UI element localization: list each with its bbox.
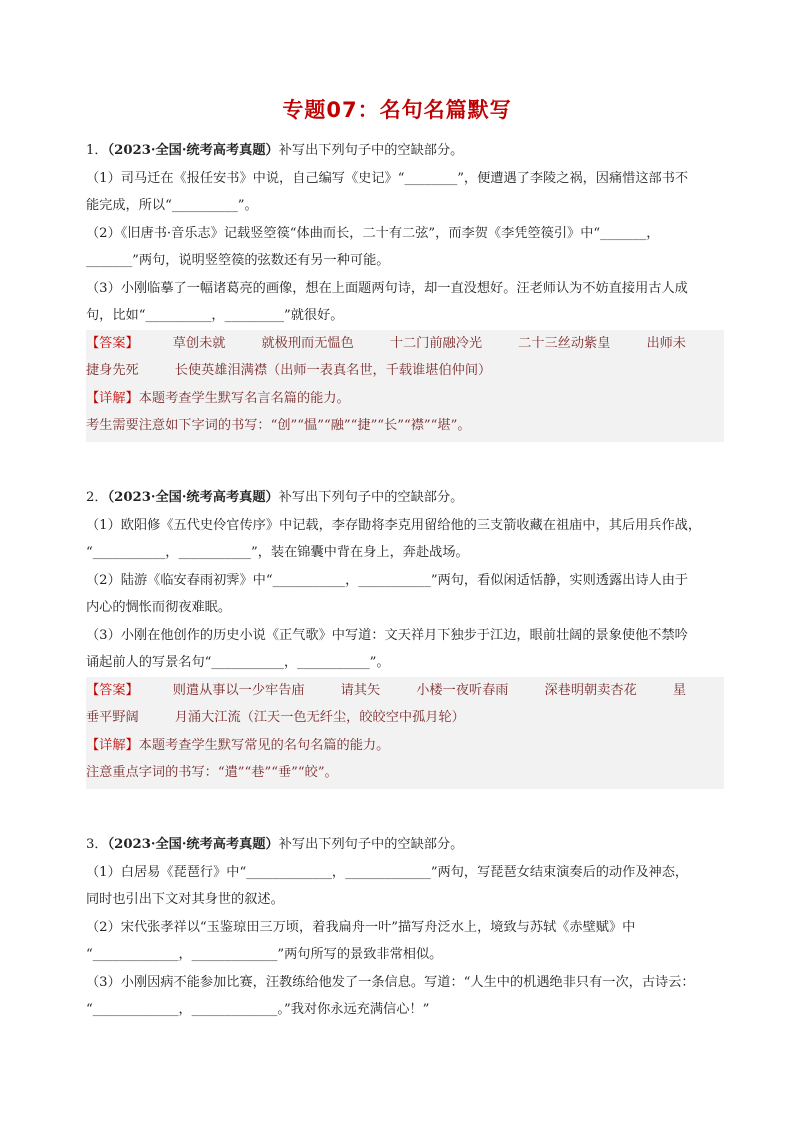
answer-item: 十二门前融冷光 [389, 335, 483, 351]
answer-item: 则遣从事以一少牢告庙 [172, 682, 305, 698]
question-line: “___________，___________”，装在锦囊中背在身上，奔赴战场。 [86, 545, 469, 560]
question-header [86, 137, 726, 165]
answer-box [86, 330, 724, 442]
note-line: 考生需要注意如下字词的书写：“创”“愠”“融”“捷”“长”“襟”“堪”。 [86, 418, 471, 433]
question-line: （1）白居易《琵琶行》中“_____________，_____________”两句，写琵琶女结束演奏后的动作及神态， [86, 864, 689, 880]
answer-item: 二十三丝动紫皇 [518, 335, 611, 351]
answer-box [86, 677, 724, 789]
question-header [86, 484, 726, 512]
question-line: （3）小刚在他创作的历史小说《正气歌》中写道：文天祥月下独步于江边，眼前壮阔的景象使他不禁吟 [86, 627, 688, 643]
question-line: 同时也引出下文对其身世的叙述。 [86, 892, 284, 907]
question-2 [86, 484, 726, 789]
question-line: 诵起前人的写景名句“___________，___________”。 [86, 655, 390, 670]
answer-item: 出师未 [646, 335, 686, 351]
question-header [86, 831, 726, 859]
answer-line [86, 357, 724, 385]
question-line: “_____________，_____________。”我对你永远充满信心！” [86, 1002, 430, 1017]
question-line: （1）欧阳修《五代史伶官传序》中记载，李存勖将李克用留给他的三支箭收藏在祖庙中，其后用兵作战， [86, 517, 702, 533]
answer-item: 长使英雄泪满襟（出师一表真名世，千载谁堪伯仲间） [174, 363, 492, 378]
answer-line [86, 677, 724, 705]
question-line: （2）陆游《临安春雨初霁》中“___________，___________”两句，看似闲适恬静，实则透露出诗人由于 [86, 572, 689, 588]
question-number: 3． [86, 837, 108, 852]
question-source: （2023·全国·统考高考真题） [107, 837, 279, 852]
question-line: 能完成，所以“__________”。 [86, 198, 258, 213]
question-line: （2）宋代张孝祥以“玉鉴琼田三万顷，着我扁舟一叶”描写舟泛水上，境致与苏轼《赤壁赋》中 [86, 919, 636, 935]
question-line: （3）小刚临摹了一幅诸葛亮的画像，想在上面题两句诗，却一直没想好。汪老师认为不妨直接用古人成 [86, 280, 688, 296]
answer-item: 小楼一夜听春雨 [416, 682, 509, 698]
question-3 [86, 831, 726, 1024]
answer-item: 星 [672, 682, 686, 698]
question-line: _______”两句，说明竖箜篌的弦数还有另一种可能。 [86, 253, 390, 268]
question-line: （2）《旧唐书·音乐志》记载竖箜篌“体曲而长，二十有二弦”，而李贺《李凭箜篌引》中“_______， [86, 225, 660, 241]
question-source: （2023·全国·统考高考真题） [107, 143, 279, 158]
question-line: 句，比如“__________，_________”就很好。 [86, 308, 344, 323]
question-line: （3）小刚因病不能参加比赛，汪教练给他发了一条信息。写道：“人生中的机遇绝非只有一次，古诗云： [86, 974, 695, 990]
detail-label: 【详解】 [86, 737, 139, 753]
answer-item: 就极刑而无愠色 [261, 335, 354, 351]
answer-item: 草创未就 [172, 335, 226, 351]
question-line: 内心的惆怅而彻夜难眠。 [86, 600, 232, 615]
question-number: 2． [86, 490, 108, 505]
note-line: 注意重点字词的书写：“遣”“巷”“垂”“皎”。 [86, 765, 338, 780]
detail-line [86, 385, 724, 413]
detail-label: 【详解】 [86, 390, 139, 406]
answer-item: 垂平野阔 [86, 710, 139, 725]
question-line: （1）司马迁在《报任安书》中说，自己编写《史记》“________”，便遭遇了李陵之祸，因痛惜这部书不 [86, 170, 689, 186]
answer-item: 捷身先死 [86, 363, 139, 378]
detail-line [86, 732, 724, 760]
question-instruction: 补写出下列句子中的空缺部分。 [278, 143, 464, 158]
question-number: 1． [86, 143, 108, 158]
answer-line [86, 704, 724, 732]
detail-text: 本题考查学生默写名言名篇的能力。 [138, 390, 350, 406]
question-1 [86, 137, 726, 442]
question-source: （2023·全国·统考高考真题） [107, 490, 279, 505]
detail-text: 本题考查学生默写常见的名句名篇的能力。 [138, 737, 390, 753]
answer-item: 请其矢 [340, 682, 381, 698]
question-instruction: 补写出下列句子中的空缺部分。 [278, 837, 464, 852]
answer-label: 【答案】 [86, 682, 139, 698]
answer-item: 月涌大江流（江天一色无纤尘，皎皎空中孤月轮） [174, 710, 465, 725]
question-instruction: 补写出下列句子中的空缺部分。 [278, 490, 464, 505]
question-line: “_____________，_____________”两句所写的景致非常相似。 [86, 947, 443, 962]
page-title: 专题07：名句名篇默写 [282, 98, 512, 122]
answer-line [86, 330, 724, 358]
answer-label: 【答案】 [86, 335, 139, 351]
answer-item: 深巷明朝卖杏花 [544, 682, 637, 698]
